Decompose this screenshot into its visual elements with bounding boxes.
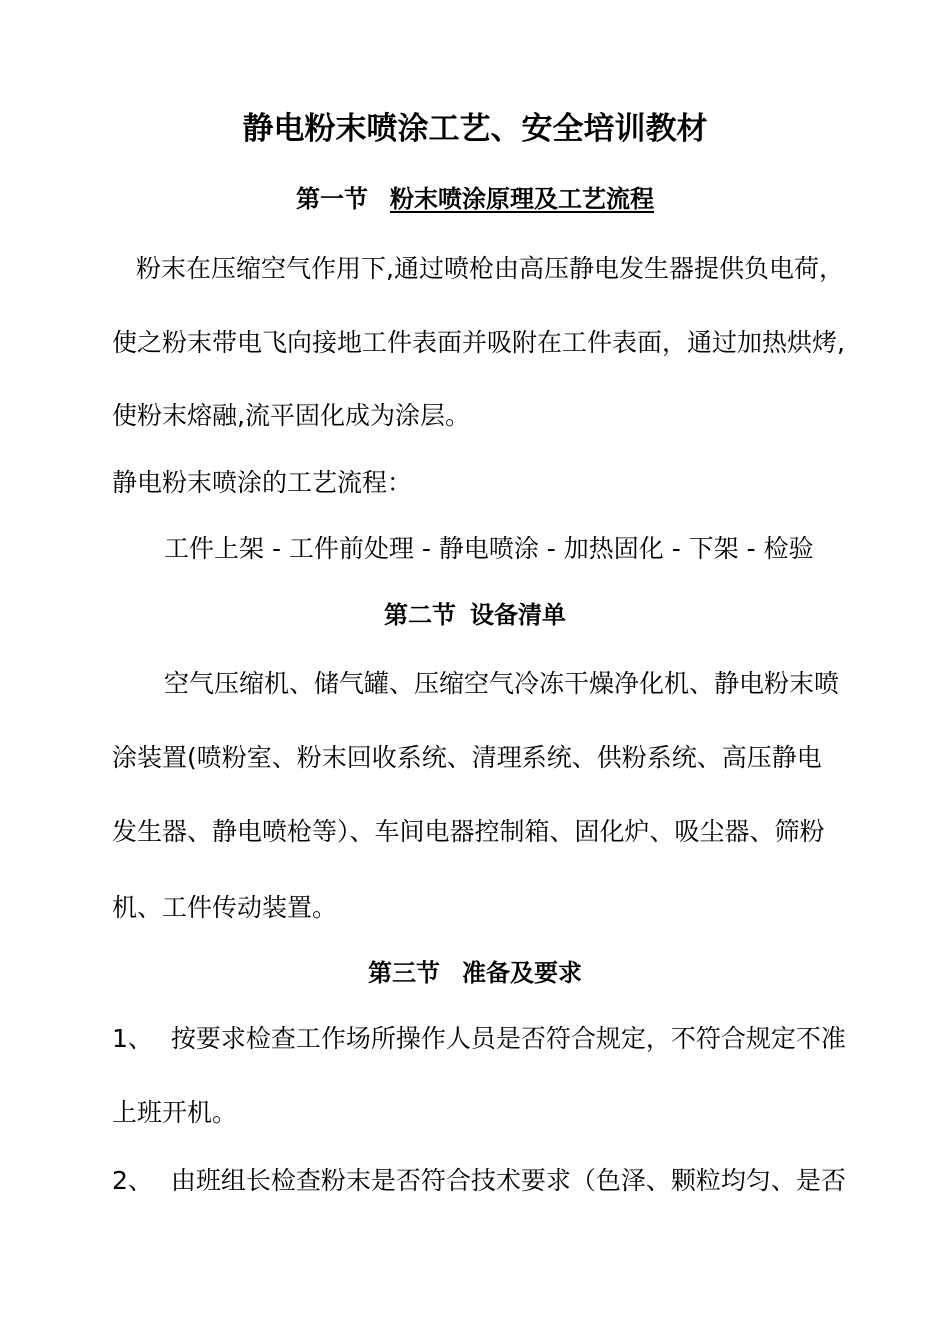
section1-heading [0,182,950,216]
section1-paragraph-line-3: 使粉末熔融,流平固化成为涂层。 [112,401,470,430]
list-item-2-text: 由班组长检查粉末是否符合技术要求（色泽、颗粒均匀、是否 [170,1166,846,1195]
section2-heading-label: 第二节 [384,601,456,629]
list-item-2-number: 2、 [112,1166,153,1195]
process-flow: 工件上架 - 工件前处理 - 静电喷涂 - 加热固化 - 下架 - 检验 [164,534,814,563]
list-item-1-text: 按要求检查工作场所操作人员是否符合规定，不符合规定不准 [170,1024,846,1053]
section1-heading-label: 第一节 [296,185,368,213]
section2-paragraph-line-4: 机、工件传动装置。 [112,893,338,922]
section3-heading-label: 第三节 [368,959,440,987]
section3-heading-text: 准备及要求 [462,959,582,987]
document-title: 静电粉末喷涂工艺、安全培训教材 [242,111,708,147]
section3-heading [0,956,950,990]
list-item-1-number: 1、 [112,1024,153,1053]
section1-paragraph-line-2: 使之粉末带电飞向接地工件表面并吸附在工件表面，通过加热烘烤, [112,328,845,357]
section2-paragraph-line-3: 发生器、静电喷枪等）、车间电器控制箱、固化炉、吸尘器、筛粉 [112,817,825,846]
section2-paragraph-line-2: 涂装置(喷粉室、粉末回收系统、清理系统、供粉系统、高压静电 [112,743,822,772]
section2-heading [0,598,950,632]
section2-paragraph-line-1: 空气压缩机、储气罐、压缩空气冷冻干燥净化机、静电粉末喷 [164,669,840,698]
list-item-1-line-2: 上班开机。 [112,1098,238,1127]
section1-heading-text: 粉末喷涂原理及工艺流程 [390,185,654,213]
process-label: 静电粉末喷涂的工艺流程： [112,468,413,497]
section1-paragraph-line-1: 粉末在压缩空气作用下,通过喷枪由高压静电发生器提供负电荷， [136,254,844,283]
list-item-2-line-1 [112,1164,846,1198]
section2-heading-text: 设备清单 [470,601,566,629]
list-item-1-line-1 [112,1022,846,1056]
